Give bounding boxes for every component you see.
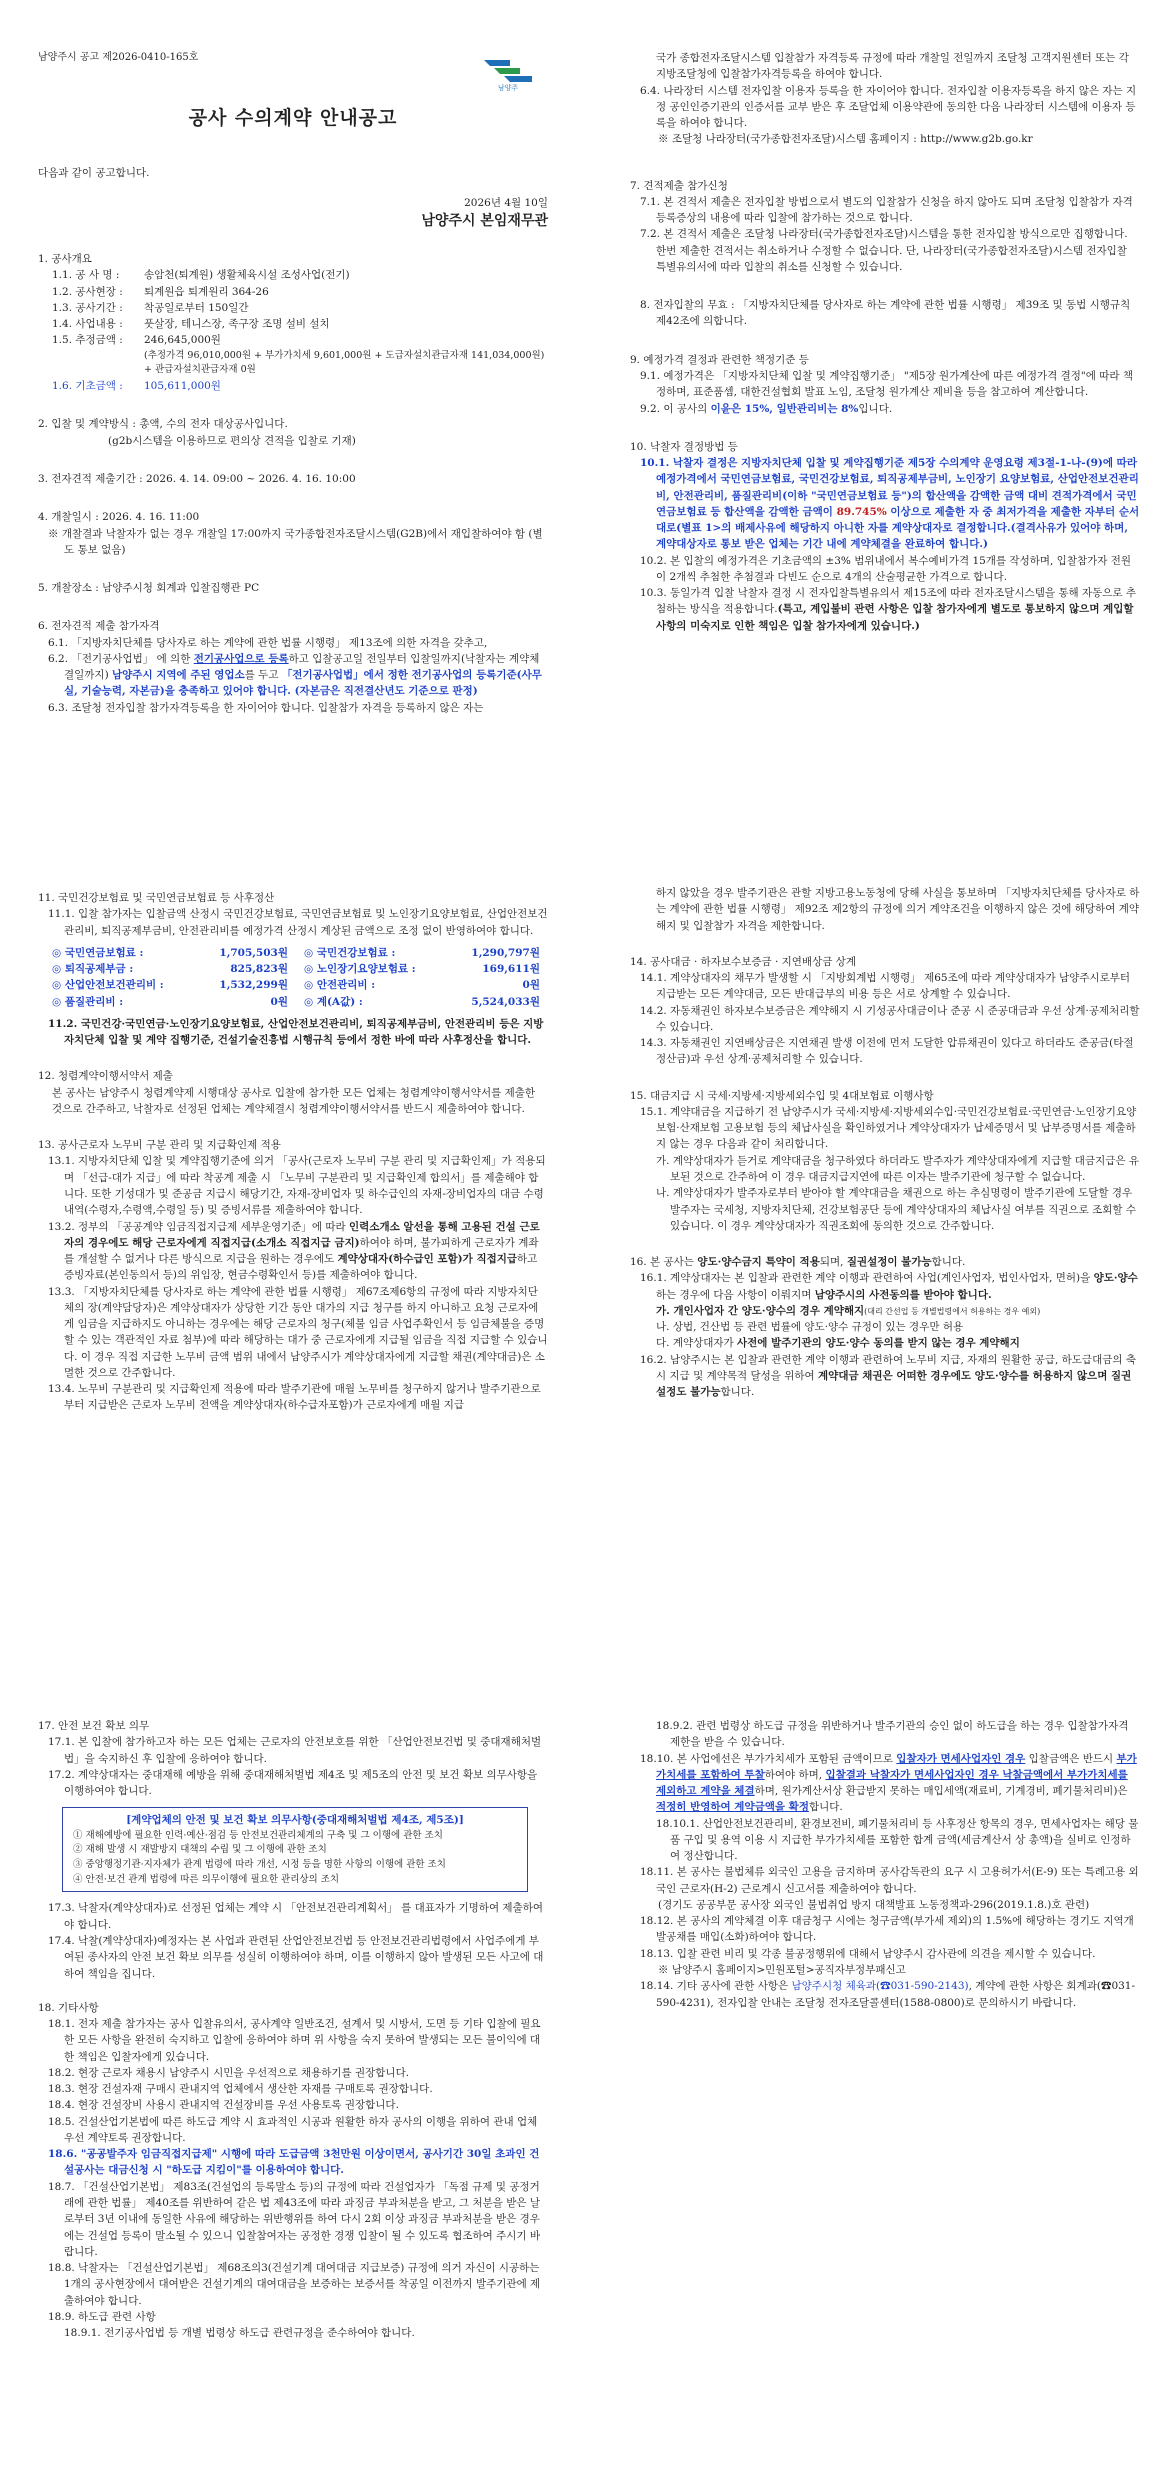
base-amount-label: 1.6. 기초금액 : [52, 380, 123, 393]
insurance-label: ◎ 국민건강보험료 : [304, 946, 396, 959]
section-7-heading: 7. 견적제출 참가신청 [630, 179, 728, 192]
text-run-emphasis: (특고, 계입불비 관련 사항은 입찰 참가자에게 별도로 통보하지 않으며 계입할 사항의 미숙지로 인한 책임은 입찰 참가자에게 있습니다.) [656, 603, 1134, 632]
text-run: 13.2. 정부의 「공공계약 임금직접지급제 세부운영기준」에 따라 [48, 1220, 350, 1233]
section-4: 4. 개찰일시 : 2026. 4. 16. 11:00 [38, 511, 200, 524]
section-10-1 [630, 455, 1140, 553]
insurance-value: 0원 [270, 995, 288, 1008]
section-16 [630, 1254, 1140, 1270]
safety-box-title: [계약업체의 안전 및 보건 확보 의무사항(중대재해처벌법 제4조, 제5조)] [126, 1814, 464, 1827]
section-18-2: 18.2. 현장 근로자 채용시 남양주시 시민을 우선적으로 채용하기를 권장합니다. [48, 2066, 410, 2079]
insurance-label: ◎ 산업안전보건관리비 : [52, 979, 164, 992]
section-13-1: 13.1. 지방자치단체 입찰 및 계약집행기준에 의거 「공사(근로자 노무비 구분 관리 및 지급확인제」가 적용되며 「선급-대가 지급」에 따라 착공계 제출 시 「노무비 구분관리 및 지급확인제 합의서」를 제출해야 합니다. 또한 기성대가 및 준공금 지급시 해당기간, 자재-장비업자 및 하수급인의 자재-장비업자의 대금 수령내역(수령자,수령액,수령일 등) 및 증빙서류를 제출하여야 합니다. [48, 1155, 546, 1217]
logo-text: 남양주 [497, 84, 519, 92]
section-16-1 [630, 1270, 1140, 1303]
insurance-label: ◎ 국민연금보험료 : [52, 946, 144, 959]
section-14-heading: 14. 공사대금 · 하자보수보증금 · 지연배상금 상계 [630, 955, 856, 968]
section-18-1: 18.1. 전자 제출 참가자는 공사 입찰유의서, 공사계약 일반조건, 설계서 및 시방서, 도면 등 기타 입찰에 필요한 모든 사항을 완전히 숙지하고 입찰에 응하여야 하며 위 사항을 숙지 못하여 발생되는 모든 불이익에 대한 책임은 입찰자에게 있습니다. [48, 2018, 541, 2063]
notice-date: 2026년 4월 10일 [464, 197, 548, 210]
section-6-3-cont: 국가 종합전자조달시스템 입찰참가 자격등록 규정에 따라 개찰일 전일까지 조달청 고객지원센터 또는 각 지방조달청에 입찰참가자격등록을 하여야 합니다. [656, 52, 1129, 81]
insurance-table [52, 945, 540, 1010]
text-run: 18.14. 기타 공사에 관한 사항은 [640, 1980, 792, 1993]
section-9-2 [630, 401, 1140, 417]
text-run-emphasis: 계약대금 채권은 어떠한 경우에도 양도·양수를 허용하지 않으며 질권설정도 불가능 [656, 1369, 1132, 1399]
estimate-detail: (추정가격 96,010,000원 + 부가가치세 9,601,000원 + 도급자설치관급자재 141,034,000원) + 관급자설치관급자재 0원 [144, 349, 545, 376]
insurance-row [304, 961, 540, 977]
insurance-row [52, 994, 288, 1010]
section-12-heading: 12. 청렴계약이행서약서 제출 [38, 1070, 173, 1083]
section-12-text: 본 공사는 남양주시 청렴계약제 시행대상 공사로 입찰에 참가한 모든 업체는 청렴계약이행서약서를 제출한 것으로 간주하고, 낙찰자로 선정된 업체는 계약체결시 청렴계약이행서약서를 반드시 제출하여야 합니다. [52, 1086, 536, 1115]
overview-value: 246,645,000원 [144, 334, 221, 347]
section-13-4-cont: 하지 않았을 경우 발주기관은 관할 지방고용노동청에 당해 사실을 통보하며 「지방자치단체를 당사자로 하는 계약에 관한 법률 시행령」 제92조 제2항의 규정에 의거 계약조건을 이행하지 않은 것에 해당하여 계약해지 및 입찰참가 자격을 제한합니다. [656, 887, 1140, 932]
text-run-emphasis: 질권설정이 불가능 [846, 1256, 932, 1269]
insurance-value: 1,532,299원 [219, 979, 288, 992]
text-run: 하고 입찰공고일 전일부터 입찰일까지(낙찰자는 계약체결일까지) [64, 652, 540, 682]
section-3: 3. 전자견적 제출기간 : 2026. 4. 14. 09:00 ~ 2026. 4. 16. 10:00 [38, 472, 356, 485]
text-run: 10.1. 낙찰자 결정은 지방자치단체 입찰 및 계약집행기준 제5장 수의계약 운영요령 제3절-1-나-(9)에 따라 예정가격에서 국민연금보험료, 국민건강보험료, 퇴직공제부금비, 노인장기 요양보험료, 산업안전보건관리비, 안전관리비, 품질관리비(이하 "국민연금보험료 등")의 합산액을 감액한 금액 대비 견적가격에서 국민연금보험료 등 합산액을 감액한 금액이 [640, 457, 1139, 518]
text-run-emphasis: 양도·양수 [1093, 1272, 1138, 1285]
section-18-9-2: 18.9.2. 관련 법령상 하도급 규정을 위반하거나 발주기관의 승인 없이 하도급을 하는 경우 입찰참가자격 제한을 받을 수 있습니다. [656, 1720, 1129, 1749]
text-run: 16. 본 공사는 [630, 1256, 698, 1269]
text-run: 입찰금액은 반드시 [1025, 1752, 1117, 1765]
section-14-2: 14.2. 자동채권인 하자보수보증금은 계약해지 시 기성공사대금이나 준공 시 준공대금과 우선 상계·공제처리할 수 있습니다. [640, 1004, 1140, 1033]
section-6-2 [38, 651, 548, 700]
text-run: 하여야 하며, 불가피하게 근로자가 계좌를 개설할 수 없거나 다른 방식으로 지급을 원하는 경우에도 [64, 1236, 539, 1266]
text-run-emphasis: 입찰결과 낙찰자가 면세사업자인 경우 낙찰금액에서 부가가치세를 제외하고 계약을 체결 [656, 1768, 1128, 1798]
section-17-4: 17.4. 낙찰(계약상대자)예정자는 본 사업과 관련된 산업안전보건법 등 안전보건관리법령에서 사업주에게 부여된 종사자의 안전 보건 확보 의무를 성실히 이행하여야 하며, 이를 이행하지 않아 발생된 모든 사고에 대하여 책임을 집니다. [48, 1935, 544, 1980]
text-run: 합니다. [720, 1386, 755, 1399]
city-logo-icon [480, 52, 536, 92]
section-18-6: 18.6. "공공발주자 임금직접지급제" 시행에 따라 도급금액 3천만원 이상이면서, 공사기간 30일 초과인 건설공사는 대금신청 시 "하도급 지킴이"를 이용하여야 합니다. [48, 2148, 540, 2177]
insurance-value: 1,705,503원 [219, 946, 288, 959]
section-6-4-note: ※ 조달청 나라장터(국가종합전자조달)시스템 홈페이지 : http://www.g2b.go.kr [658, 133, 1033, 146]
insurance-value: 1,290,797원 [471, 946, 540, 959]
section-2-sub: (g2b시스템을 이용하므로 편의상 견적을 입찰로 기재) [108, 434, 356, 447]
overview-label: 1.2. 공사현장 : [52, 285, 123, 298]
section-18-7: 18.7. 「건설산업기본법」 제83조(건설업의 등록말소 등)의 규정에 따라 건설업자가 「독점 규제 및 공정거래에 관한 법률」 제40조를 위반하여 같은 법 제43조에 따라 과징금 부과처분을 받고, 그 처분을 받은 날로부터 3년 이내에 동일한 사유에 해당하는 위반행위를 하여 다시 2회 이상 과징금 부과처분을 받은 경우에는 건설업 등록이 말소될 수 있으니 입찰참여자는 공정한 경쟁 입찰이 될 수 있도록 협조하여 주시기 바랍니다. [48, 2180, 541, 2258]
page1-left-column [38, 50, 548, 716]
text-run-emphasis: 이윤은 15%, 일반관리비는 8% [710, 402, 859, 415]
text-run: 9.2. 이 공사의 [640, 402, 711, 415]
insurance-label: ◎ 품질관리비 : [52, 995, 124, 1008]
text-run-emphasis: 적정히 반영하여 계약금액을 확정 [656, 1801, 809, 1814]
text-run: 하여야 하며, [764, 1768, 826, 1781]
insurance-label: ◎ 계(A값) : [304, 995, 363, 1008]
text-run: 이상으로 제출한 자 중 최저가격을 제출한 자부터 순서대로(별표 1>의 배제사유에 해당하지 아니한 자를 계약상대자로 결정합니다.(결격사유가 있어야 하며, 계약대상자로 통보 받은 업체는 기간 내에 계약체결을 완료하여 합니다.) [656, 505, 1140, 551]
section-10-3 [630, 585, 1140, 634]
text-run: 하고 증빙자료(본인동의서 등)의 위임장, 현금수령확인서 등)를 제출하여야 합니다. [64, 1253, 538, 1282]
text-run-emphasis: 양도·양수금지 특약이 적용 [697, 1256, 820, 1269]
section-9-heading: 9. 예정가격 결정과 관련한 책정기준 등 [630, 353, 809, 366]
text-run-emphasis: 인력소개소 알선을 통해 고용된 건설 근로자의 경우에도 해당 근로자에게 직접지급(소개소 직접지급 금지) [64, 1220, 540, 1249]
overview-label: 1.3. 공사기간 : [52, 301, 123, 314]
section-18-4: 18.4. 현장 건설장비 사용시 관내지역 건설장비를 우선 사용토록 권장합니다. [48, 2099, 399, 2112]
section-1-items [38, 267, 548, 394]
section-17-heading: 17. 안전 보건 확보 의무 [38, 1720, 150, 1732]
insurance-row [52, 977, 288, 993]
section-11-2: 11.2. 국민건강·국민연금·노인장기요양보험료, 산업안전보건관리비, 퇴직공제부금비, 안전관리비 등은 지방자치단체 입찰 및 계약 집행기준, 건설기술진흥법 시행규칙 등에서 정한 바에 따라 사후정산을 합니다. [48, 1017, 544, 1047]
safety-box-item: ② 재해 발생 시 재발방지 대책의 수립 및 그 이행에 관한 조치 [73, 1844, 327, 1856]
section-14-3: 14.3. 자동채권인 지연배상금은 지연채권 발생 이전에 먼저 도달한 압류채권이 있다고 하더라도 준공금(타절정산금)과 우선 상계·공제처리할 수 있습니다. [640, 1037, 1134, 1066]
section-18-11: 18.11. 본 공사는 불법체류 외국인 고용을 금지하며 공사감독관의 요구 시 고용허가서(E-9) 또는 특례고용 외국인 근로자(H-2) 근로계시 신고서를 제출하여야 합니다. [640, 1866, 1139, 1895]
page3-right-column [630, 1718, 1140, 2011]
text-run: , 계약에 관한 사항은 회계과(☎031-590-4231), 전자입찰 안내는 조달청 전자조달콜센터(1588-0800)로 문의하시기 바랍니다. [656, 1980, 1136, 2009]
section-18-14 [630, 1978, 1140, 2011]
safety-box-item: ① 재해예방에 필요한 인력·예산·점검 등 안전보건관리체계의 구축 및 그 이행에 관한 조치 [73, 1829, 443, 1841]
section-15-1-na: 나. 계약상대자가 발주자로부터 받아야 할 계약대금을 채권으로 하는 추심명령이 발주기관에 도달할 경우 발주자는 국세청, 지방자치단체, 건강보험공단 등에 계약상대자의 체납사실 여부를 직권으로 조회할 수 있습니다. 이 경우 계약상대자가 직권조회에 동의한 것으로 간주합니다. [656, 1187, 1137, 1232]
text-run-emphasis: 남양주시의 사전동의를 받아야 합니다. [814, 1288, 992, 1301]
safety-obligations-box [62, 1807, 528, 1892]
overview-value: 퇴계원읍 퇴계원리 364-26 [144, 285, 269, 298]
section-6-heading: 6. 전자견적 제출 참가자격 [38, 620, 160, 633]
section-14-1: 14.1. 계약상대자의 채무가 발생할 시 「지방회계법 시행령」 제65조에 따라 계약상대자가 남양주시로부터 지급받는 모든 계약대금, 모든 반대급부의 비용 등은 서로 상계할 수 있습니다. [640, 972, 1131, 1001]
text-run-emphasis: 부가가치세를 포함하여 투찰 [656, 1752, 1137, 1781]
base-amount-value: 105,611,000원 [144, 380, 221, 393]
page1-right-column [630, 50, 1140, 634]
section-18-11-note: (경기도 공공부문 공사장 외국인 불법취업 방지 대책발표 노동정책과-296(2019.1.8.)호 관련) [658, 1898, 1090, 1911]
page2-right-column [630, 885, 1140, 1400]
section-18-5: 18.5. 건설산업기본법에 따른 하도급 계약 시 효과적인 시공과 원활한 하자 공사의 이행을 위하여 관내 업체 우선 계약토록 권장합니다. [48, 2115, 538, 2144]
section-7-1: 7.1. 본 견적서 제출은 전자입찰 방법으로서 별도의 입찰참가 신청을 하지 않아도 되며 조달청 입찰참가 자격 등록증상의 내용에 따라 입찰에 참가하는 것으로 합니다. [640, 195, 1133, 225]
text-run-emphasis: 전기공사업으로 등록 [193, 652, 289, 665]
overview-label: 1.5. 추정금액 : [52, 334, 123, 347]
section-10-heading: 10. 낙찰자 결정방법 등 [630, 440, 738, 453]
text-run-emphasis: 가. 개인사업자 간 양도·양수의 경우 계약해지 [656, 1304, 865, 1317]
text-run: 입니다. [858, 402, 893, 415]
section-13-heading: 13. 공사근로자 노무비 구분 관리 및 지급확인제 적용 [38, 1139, 281, 1152]
text-run: 18.10. 본 사업에선은 부가가치세가 포함된 금액이므로 [640, 1752, 897, 1765]
contact-phone: 남양주시청 체육과(☎031-590-2143) [791, 1980, 969, 1993]
section-16-1-ga [630, 1303, 1140, 1319]
text-run-emphasis: 사전에 발주기관의 양도·양수 동의를 받지 않는 경우 계약해지 [737, 1337, 1020, 1350]
section-18-3: 18.3. 현장 건설자재 구매시 관내지역 업체에서 생산한 자재를 구매토록 권장합니다. [48, 2083, 433, 2096]
section-18-10-1: 18.10.1. 산업안전보건관리비, 환경보전비, 폐기물처리비 등 사후정산 항목의 경우, 면세사업자는 해당 물품 구입 및 용역 이용 시 지급한 부가가치세를 포함한 합계 금액(세금계산서 상 총액)을 실비로 인정하여 정산합니다. [656, 1817, 1139, 1863]
section-18-13-note: ※ 남양주시 홈페이지>민원포털>공직자부정부패신고 [658, 1963, 906, 1976]
section-18-heading: 18. 기타사항 [38, 2001, 99, 2014]
insurance-row [304, 977, 540, 993]
text-run-emphasis: 입찰자가 면세사업자인 경우 [896, 1752, 1026, 1765]
insurance-value: 825,823원 [230, 963, 288, 976]
insurance-row [304, 945, 540, 961]
insurance-label: ◎ 안전관리비 : [304, 979, 376, 992]
text-run: 다. 계약상대자가 [656, 1337, 738, 1350]
text-run: 하는 경우에 다음 사항이 이뤄지며 [656, 1288, 815, 1301]
text-run-emphasis: 남양주시 지역에 주된 영업소 [112, 669, 245, 682]
text-run: 되며, [819, 1256, 847, 1269]
section-17-2: 17.2. 계약상대자는 중대재해 예방을 위해 중대재해처벌법 제4조 및 제5조의 안전 및 보건 확보 의무사항을 이행하여야 합니다. [48, 1768, 538, 1798]
text-run: 10.3. 동일가격 입찰 낙찰자 결정 시 전자입찰특별유의서 제15조에 따라 전자조달시스템을 통해 자동으로 추첨하는 방식을 적용합니다. [640, 587, 1136, 616]
text-run: 합니다. [931, 1256, 966, 1269]
insurance-row [304, 994, 540, 1010]
insurance-row [52, 945, 288, 961]
ratio-highlight: 89.745% [836, 505, 887, 518]
section-18-9-1: 18.9.1. 전기공사업법 등 개별 법령상 하도급 관련규정을 준수하여야 합니다. [64, 2327, 415, 2340]
page2-left-column [38, 890, 548, 1414]
safety-box-item: ④ 안전·보건 관계 법령에 따른 의무이행에 필요한 관리상의 조치 [73, 1873, 340, 1885]
safety-box-item: ③ 중앙행정기관·지자체가 관계 법령에 따라 개선, 시정 등을 명한 사항의 이행에 관한 조치 [73, 1859, 446, 1871]
section-18-8: 18.8. 낙찰자는 「건설산업기본법」 제68조의3(건설기계 대여대금 지급보증) 규정에 의거 자신이 시공하는 1개의 공사현장에서 대여받은 건설기계의 대여대금을 보증하는 보증서를 착공일 이전까지 발주기관에 제출하여야 합니다. [48, 2262, 541, 2307]
section-18-10 [630, 1751, 1140, 1816]
section-18-9: 18.9. 하도급 관련 사항 [48, 2310, 156, 2323]
insurance-value: 0원 [522, 979, 540, 992]
insurance-value: 5,524,033원 [471, 995, 540, 1008]
insurance-value: 169,611원 [482, 963, 540, 976]
section-18-12: 18.12. 본 공사의 계약체결 이후 대금청구 시에는 청구금액(부가세 제외)의 1.5%에 해당하는 경기도 지역개발공채를 매입(소화)하여야 합니다. [640, 1915, 1134, 1944]
overview-value: 풋살장, 테니스장, 족구장 조명 설비 설치 [144, 318, 330, 331]
text-run: 합니다. [808, 1801, 843, 1814]
section-17-1: 17.1. 본 입찰에 참가하고자 하는 모든 업체는 근로자의 안전보호를 위한 「산업안전보건법 및 중대재해처벌법」을 숙지하신 후 입찰에 응하여야 합니다. [48, 1736, 542, 1765]
overview-value: 송암천(퇴계원) 생활체육시설 조성사업(전기) [144, 269, 350, 282]
section-15-1: 15.1. 계약대금을 지급하기 전 남양주시가 국세·지방세·지방세외수입·국민건강보험료·국민연금·노인장기요양보험·산재보험 고용보험 등의 체납사실을 확인하였거나 계약상대자가 납세증명서 및 납부증명서를 제출하지 않는 경우 다음과 같이 처리합니다. [640, 1105, 1137, 1151]
section-5: 5. 개찰장소 : 남양주시청 회계과 입찰집행관 PC [38, 582, 260, 595]
text-run: 를 두고 [244, 669, 282, 682]
page3-left-column [38, 1718, 548, 2341]
section-16-1-na: 나. 상법, 건산법 등 관련 법률에 양도·양수 규정이 있는 경우만 허용 [656, 1321, 964, 1334]
section-13-4: 13.4. 노무비 구분관리 및 지급확인제 적용에 따라 발주기관에 매월 노무비를 청구하지 않거나 발주기관으로부터 지급받은 근로자 노무비 전액을 계약상대자(하수급자포함)가 근로자에게 매월 지급 [48, 1383, 541, 1412]
issuing-org: 남양주시 본임재무관 [421, 213, 548, 230]
section-18-13: 18.13. 입찰 관련 비리 및 각종 불공정행위에 대해서 남양주시 감사관에 의견을 제시할 수 있습니다. [640, 1947, 1096, 1960]
overview-label: 1.1. 공 사 명 : [52, 269, 120, 282]
section-8: 8. 전자입찰의 무효 : 「지방자치단체를 당사자로 하는 계약에 관한 법률 시행령」 제39조 및 동법 시행규칙 제42조에 의합니다. [640, 299, 1131, 328]
section-9-1: 9.1. 예정가격은 「지방자치단체 입찰 및 계약집행기준」 "제5장 원가계산에 따른 예정가격 결정"에 따라 책정하며, 표준품셈, 대한건설협회 발표 노임, 조달청 원가계산 제비율 등을 참고하여 계산합니다. [640, 369, 1134, 399]
insurance-label: ◎ 퇴직공제부금 : [52, 963, 134, 976]
text-run-emphasis: 계약상대자(하수급인 포함)가 직접지급 [337, 1253, 518, 1266]
section-15-1-ga: 가. 계약상대자가 듣거로 계약대금을 청구하였다 하더라도 발주자가 계약상대자에게 지급할 대금지급은 유보된 것으로 간주하여 이 경우 대금지급지연에 따른 이자는 발주기관에 청구할 수 없습니다. [656, 1154, 1140, 1183]
section-16-2 [630, 1352, 1140, 1401]
page-title: 공사 수의계약 안내공고 [188, 106, 398, 129]
section-16-1-da [630, 1335, 1140, 1351]
section-11-1: 11.1. 입찰 참가자는 입찰금액 산정시 국민건강보험료, 국민연금보험료 및 노인장기요양보험료, 산업안전보건관리비, 퇴직공제부금비, 안전관리비를 예정가격 산정시 계상된 금액으로 조정 없이 반영하여야 합니다. [48, 908, 548, 937]
text-run: 16.1. 계약상대자는 본 입찰과 관련한 계약 이행과 관련하여 사업(계인사업자, 법인사업자, 면허)을 [640, 1272, 1094, 1285]
insurance-row [52, 961, 288, 977]
insurance-label: ◎ 노인장기요양보험료 : [304, 963, 416, 976]
section-15-heading: 15. 대금지급 시 국세·지방세·지방세외수입 및 4대보험료 이행사항 [630, 1089, 934, 1102]
section-11-heading: 11. 국민건강보험료 및 국민연금보험료 등 사후정산 [38, 892, 275, 904]
section-2-heading: 2. 입찰 및 계약방식 : 총액, 수의 전자 대상공사입니다. [38, 418, 288, 431]
section-13-3: 13.3. 「지방자치단체를 당사자로 하는 계약에 관한 법률 시행령」 제67조제6항의 규정에 따라 지방자치단체의 장(계약담당자)은 계약상대자가 상당한 기간 동안 대가의 지급 청구를 하지 아니하고 요청 근로자에게 임금을 지급하지도 아니하는 경우에는 해당 근로자의 청구(체불 임금 사업주확인서 등 임금체불을 증명할 수 있는 객관적인 자료 첨부)에 따라 해당하는 대가 중 근로자에게 지급될 임금을 직접 지급할 수 있습니다. 이 경우 직접 지급한 노무비 금액 범위 내에서 남양주시가 계약상대자에게 지급할 채권(계약대금)은 소멸한 것으로 간주합니다. [48, 1285, 548, 1379]
section-13-2 [38, 1219, 548, 1284]
overview-label: 1.4. 사업내용 : [52, 318, 123, 331]
section-10-2: 10.2. 본 입찰의 예정가격은 기초금액의 ±3% 범위내에서 복수예비가격 15개를 작성하며, 입찰참가자 전원이 2개씩 추첨한 추첨결과 다빈도 순으로 4개의 산술평균한 가격으로 합니다. [640, 554, 1132, 583]
section-7-2: 7.2. 본 견적서 제출은 조달청 나라장터(국가종합전자조달)시스템을 통한 전자입찰 방식으로만 집행합니다. 한번 제출한 견적서는 취소하거나 수정할 수 없습니다. 단, 나라장터(국가종합전자조달)시스템 전자입찰 특별유의서에 따라 입찰의 취소를 신청할 수 있습니다. [640, 228, 1128, 273]
section-6-1: 6.1. 「지방자치단체를 당사자로 하는 계약에 관한 법률 시행령」 제13조에 의한 자격을 갖추고, [48, 636, 488, 649]
text-run: 6.2. 「전기공사업법」 에 의한 [48, 652, 194, 665]
section-1-heading: 1. 공사개요 [38, 253, 92, 266]
section-4-note: ※ 개찰결과 낙찰자가 없는 경우 개찰일 17:00까지 국가종합전자조달시스템(G2B)에서 재입찰하여야 함 (별도 통보 없음) [48, 527, 543, 556]
intro-text: 다음과 같이 공고합니다. [38, 166, 150, 179]
section-17-3: 17.3. 낙찰자(계약상대자)로 선정된 업체는 계약 시 「안전보건관리계획서」 를 대표자가 기명하여 제출하여야 합니다. [48, 1902, 544, 1931]
text-run-emphasis: 「전기공사업법」에서 정한 전기공사업의 등록기준(사무실, 기술능력, 자본금)을 충족하고 있어야 합니다. (자본금은 직전결산년도 기준으로 판정) [64, 669, 542, 698]
text-run: 16.2. 남양주시는 본 입찰과 관련한 계약 이행과 관련하여 노무비 지급, 자재의 원활한 공급, 하도급대금의 축시 지급 및 계약목적 달성을 위하여 [640, 1353, 1136, 1382]
section-6-4: 6.4. 나라장터 시스템 전자입찰 이용자 등록을 한 자이어야 합니다. 전자입찰 이용자등록을 하지 않은 자는 지정 공인인증기관의 인증서를 교부 받은 후 조달업체 이용약관에 동의한 다음 나라장터 시스템에 이용자 등록을 하여야 합니다. [640, 84, 1137, 130]
text-run: 하며, 원가계산서상 환급받지 못하는 매입세액(재료비, 기계경비, 폐기물처리비)은 [754, 1785, 1128, 1798]
section-6-3: 6.3. 조달청 전자입찰 참가자격등록을 한 자이어야 합니다. 입찰참가 자격을 등록하지 않은 자는 [48, 701, 484, 714]
notice-number: 남양주시 공고 제2026-0410-165호 [38, 52, 199, 63]
text-run: (대리 간선업 등 개별법령에서 허용하는 경우 예외) [864, 1306, 1041, 1316]
overview-value: 착공일로부터 150일간 [144, 301, 249, 314]
